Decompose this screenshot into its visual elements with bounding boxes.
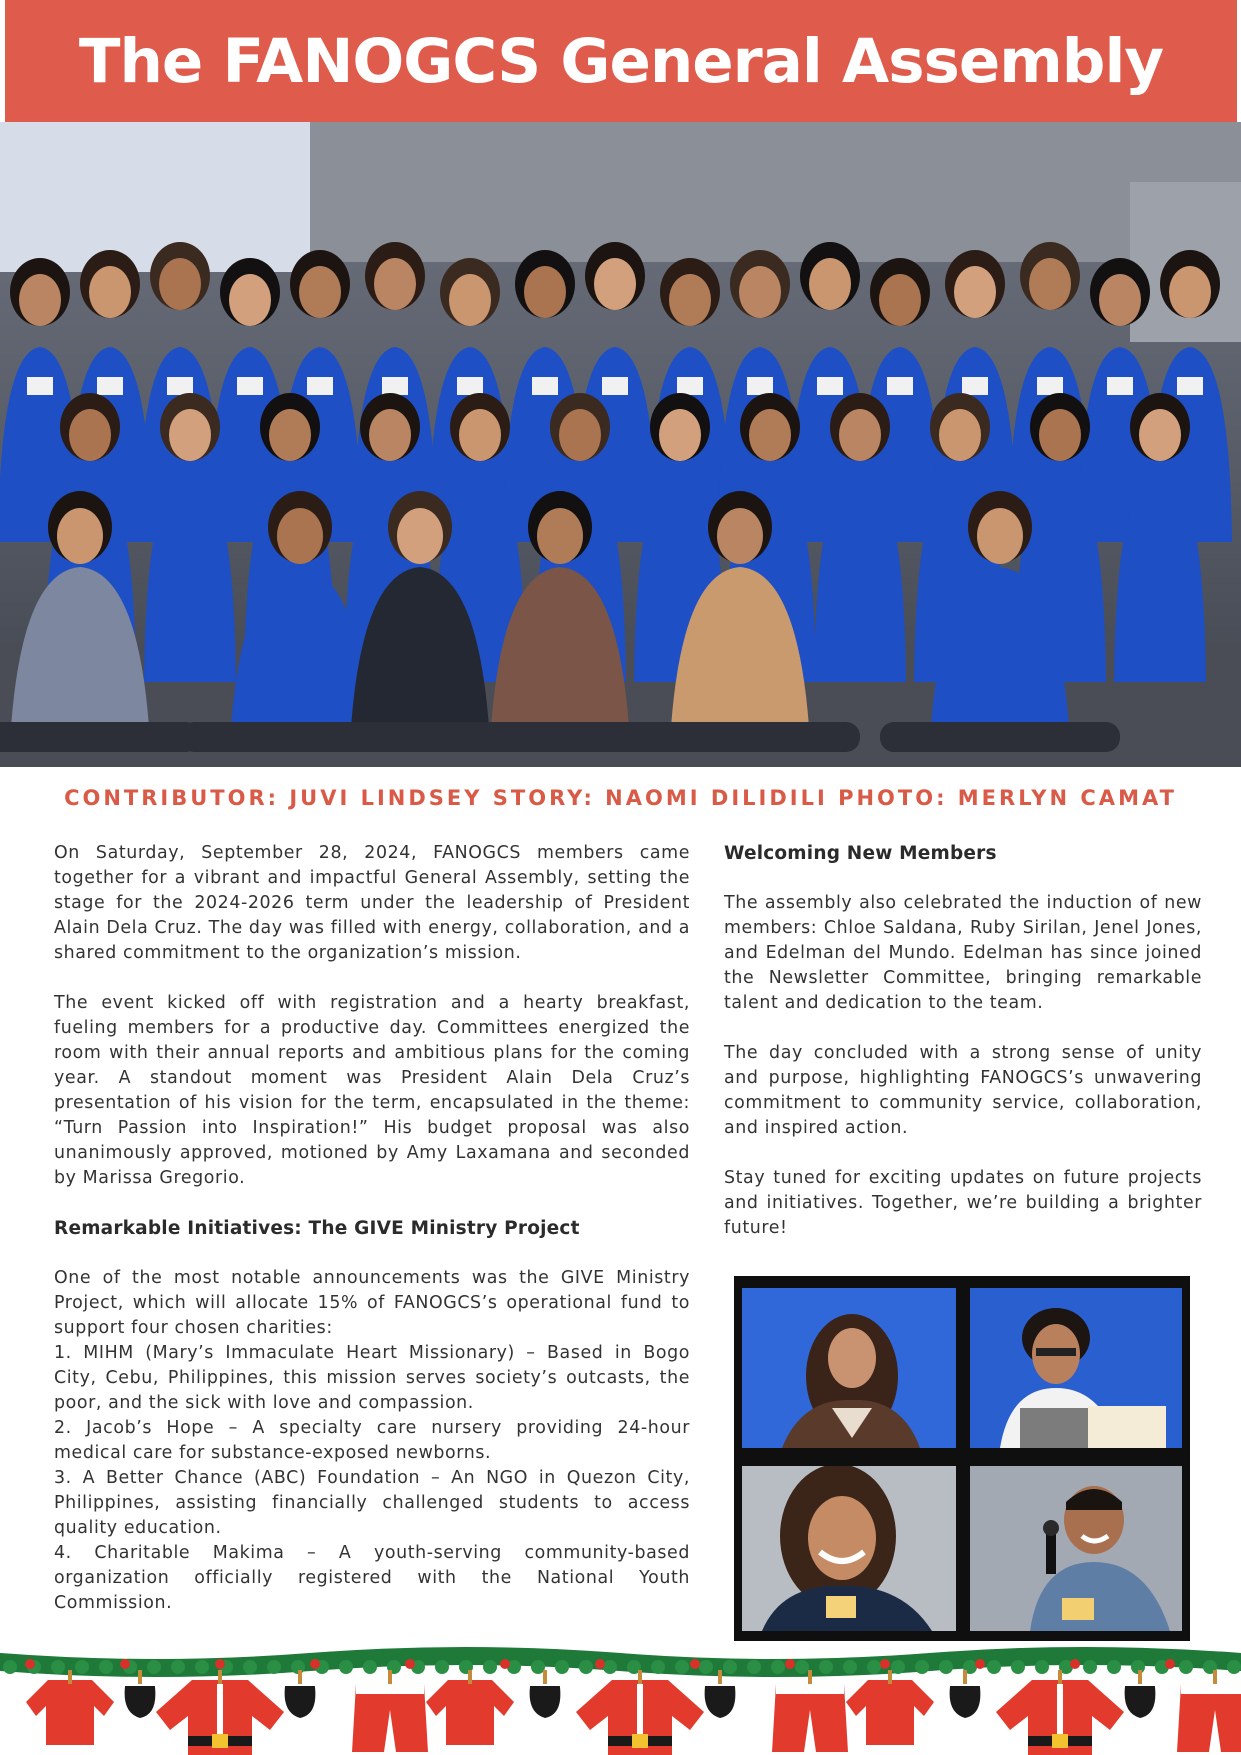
article-paragraph: The day concluded with a strong sense of unity and purpose, highlighting FANOGCS’s unwavering commitment to community service, collaboration, and inspired action.	[724, 1043, 1202, 1138]
new-member-photo	[742, 1288, 956, 1448]
new-member-photo	[742, 1466, 956, 1631]
section-heading: Welcoming New Members	[724, 843, 997, 864]
section-heading: Remarkable Initiatives: The GIVE Ministry Project	[54, 1218, 580, 1239]
charity-list-item: 1. MIHM (Mary’s Immaculate Heart Missionary) – Based in Bogo City, Cebu, Philippines, this mission serves society’s outcasts, the poor, and the sick with love and compassion.	[54, 1343, 690, 1413]
article-right-column	[724, 841, 1202, 1266]
christmas-garland-decoration	[0, 1640, 1241, 1755]
article-paragraph: The event kicked off with registration and a hearty breakfast, fueling members for a productive day. Committees energized the room with their annual reports and ambitious plans for the coming year. A standout moment was President Alain Dela Cruz’s presentation of his vision for the term, encapsulated in the theme: “Turn Passion into Inspiration!” His budget proposal was also unanimously approved, motioned by Amy Laxamana and seconded by Marissa Gregorio.	[54, 993, 690, 1188]
title-banner	[5, 0, 1237, 122]
article-paragraph: The assembly also celebrated the induction of new members: Chloe Saldana, Ruby Sirilan, Jenel Jones, and Edelman del Mundo. Edelman has since joined the Newsletter Committee, bringing remarkable talent and dedication to the team.	[724, 893, 1202, 1013]
photo-credits: CONTRIBUTOR: JUVI LINDSEY STORY: NAOMI DILIDILI PHOTO: MERLYN CAMAT	[64, 786, 1177, 810]
charity-list-item: 4. Charitable Makima – A youth-serving community-based organization officially registered with the National Youth Commission.	[54, 1543, 690, 1613]
charity-list-item: 2. Jacob’s Hope – A specialty care nursery providing 24-hour medical care for substance-exposed newborns.	[54, 1418, 690, 1463]
group-photo-image	[0, 122, 1241, 767]
portrait-image	[970, 1288, 1182, 1448]
new-member-photo	[970, 1288, 1182, 1448]
new-members-collage	[734, 1276, 1190, 1641]
charity-list-item: 3. A Better Chance (ABC) Foundation – An NGO in Quezon City, Philippines, assisting financially challenged students to access quality education.	[54, 1468, 690, 1538]
new-member-photo	[970, 1466, 1182, 1631]
page-title: The FANOGCS General Assembly	[78, 25, 1164, 97]
article-left-column	[54, 841, 690, 1616]
group-photo	[0, 122, 1241, 767]
article-paragraph: Stay tuned for exciting updates on future projects and initiatives. Together, we’re building a brighter future!	[724, 1168, 1202, 1238]
portrait-image	[742, 1288, 956, 1448]
article-paragraph: On Saturday, September 28, 2024, FANOGCS members came together for a vibrant and impactful General Assembly, setting the stage for the 2024-2026 term under the leadership of President Alain Dela Cruz. The day was filled with energy, collaboration, and a shared commitment to the organization’s mission.	[54, 843, 690, 963]
portrait-image	[970, 1466, 1182, 1631]
portrait-image	[742, 1466, 956, 1631]
article-paragraph: One of the most notable announcements was the GIVE Ministry Project, which will allocate 15% of FANOGCS’s operational fund to support four chosen charities:	[54, 1268, 690, 1338]
christmas-garland	[0, 1640, 1241, 1755]
